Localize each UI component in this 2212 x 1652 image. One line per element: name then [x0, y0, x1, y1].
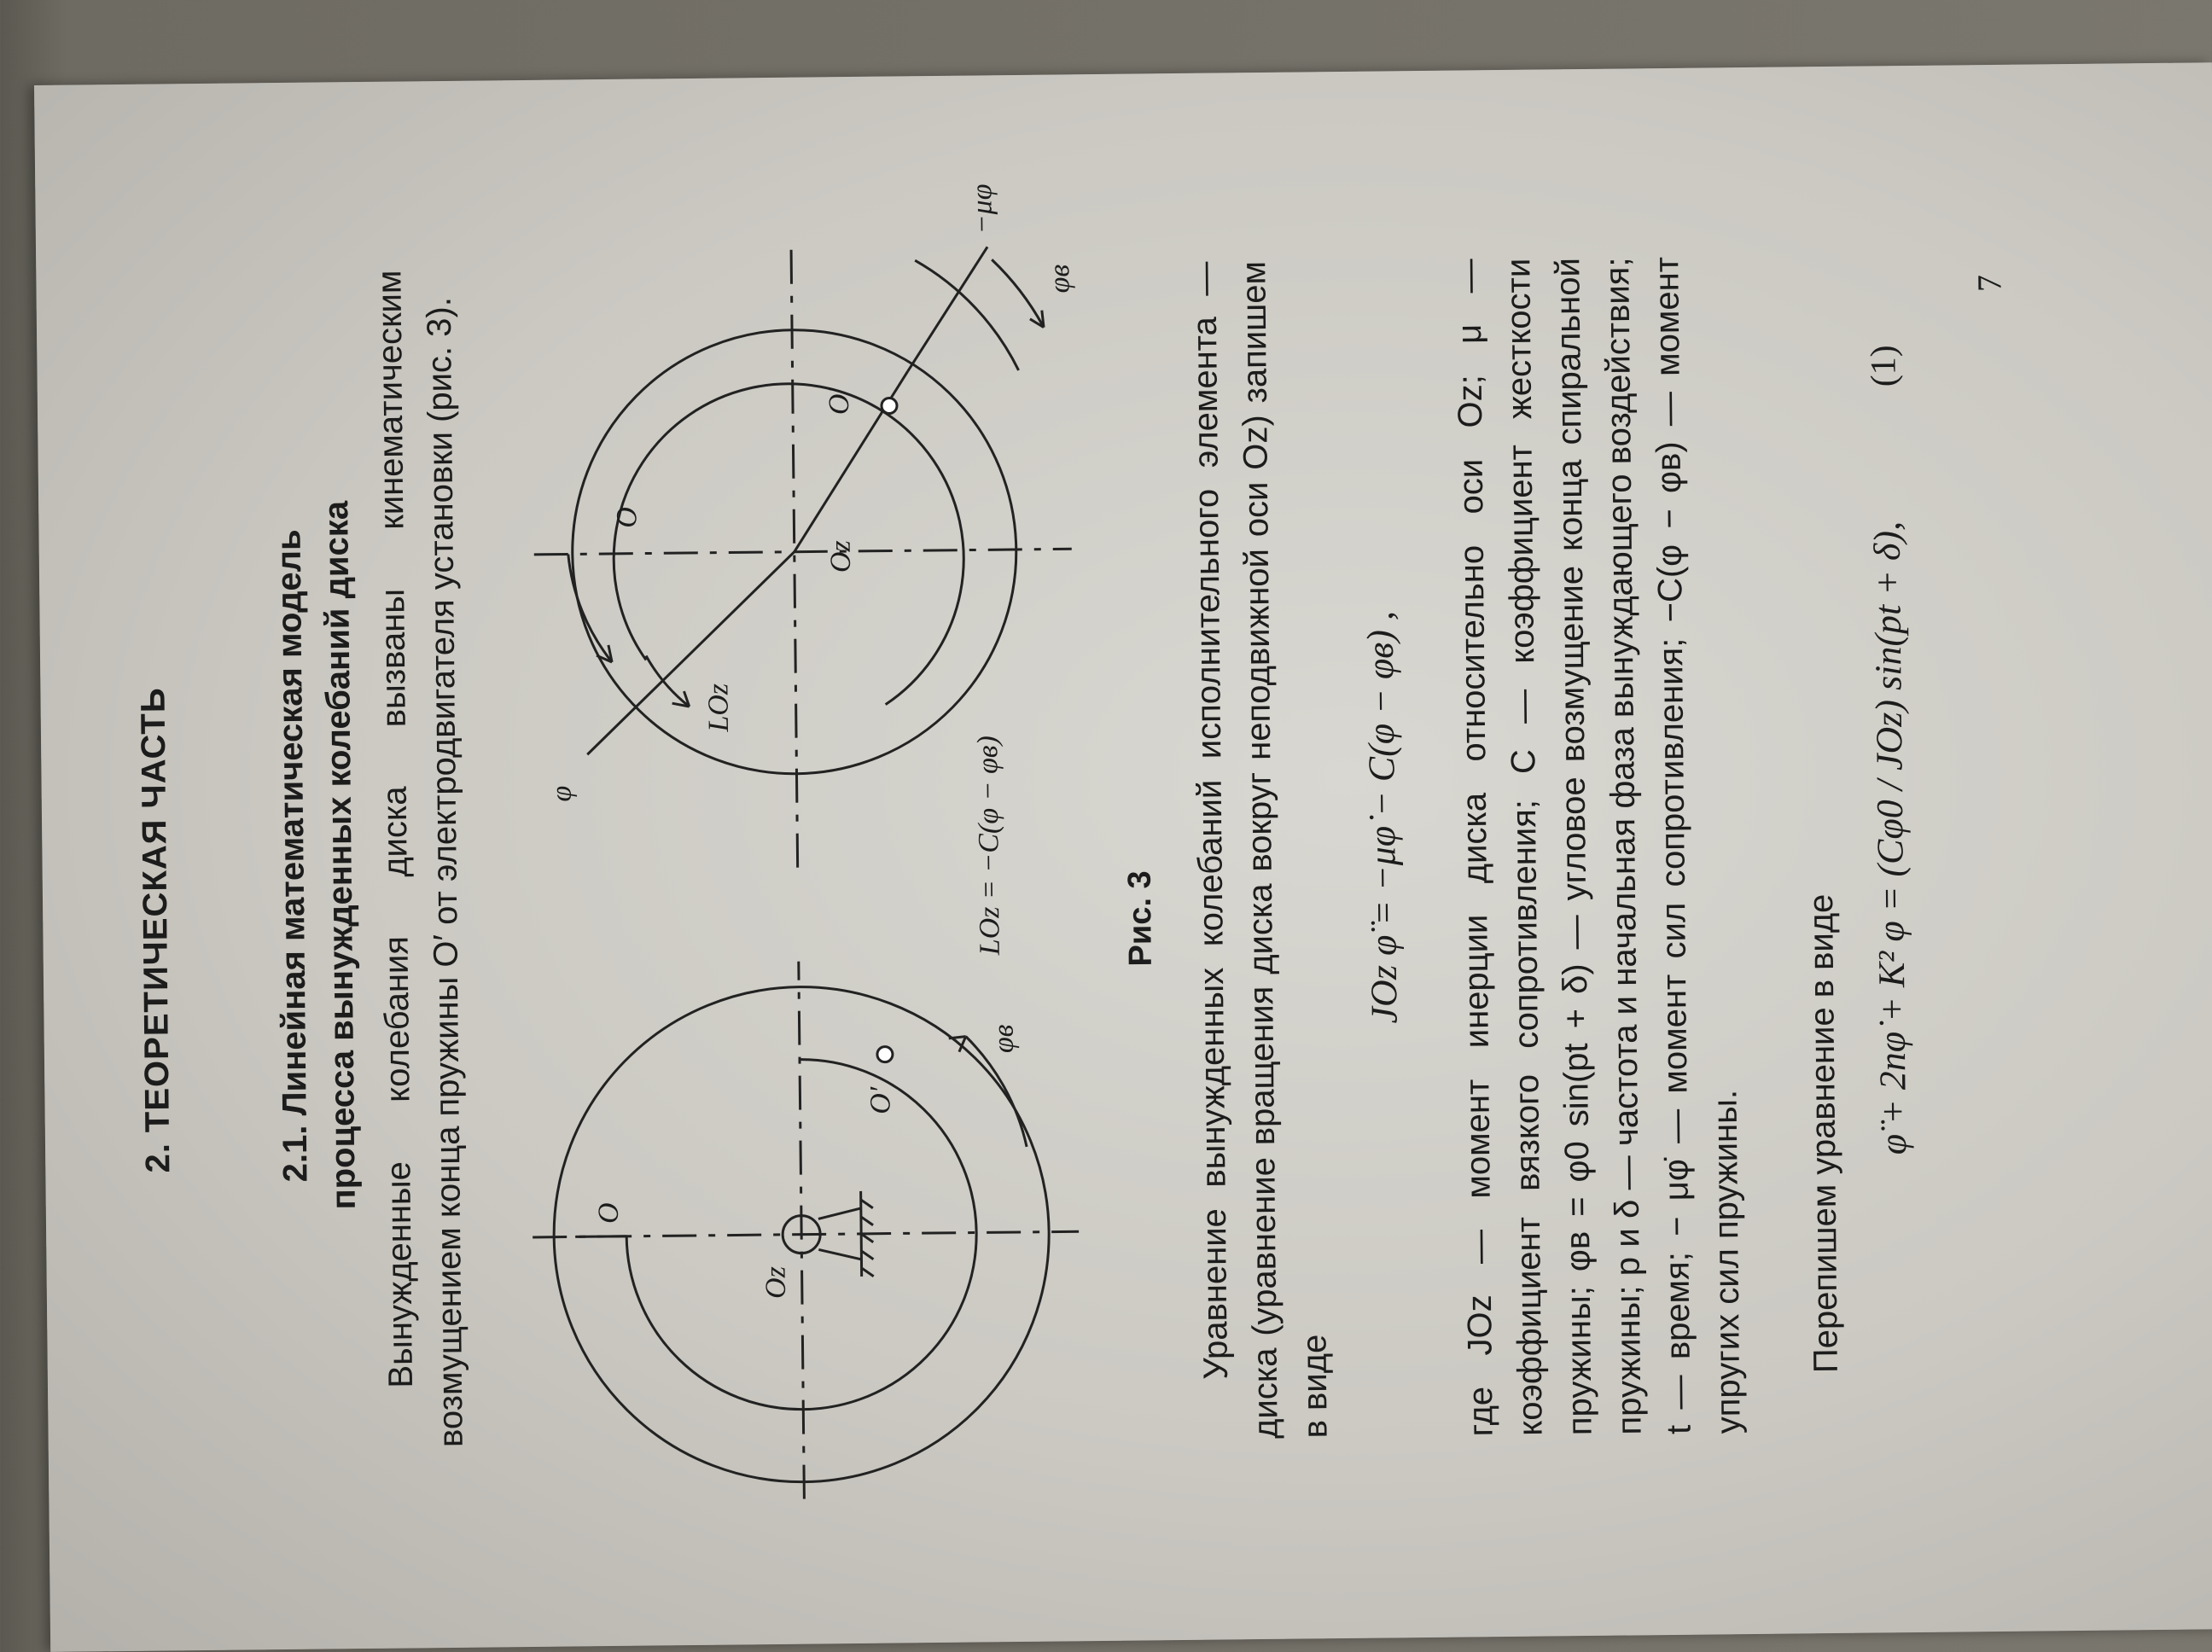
paragraph-3	[1444, 256, 1753, 1437]
equation-1: JOz φ̈ = −μφ̇ − C(φ − φв) ,	[1359, 610, 1406, 1024]
subsection-title-line2: процесса вынужденных колебаний диска	[317, 500, 363, 1210]
left-Oz-label: Oz	[760, 1265, 792, 1300]
right-oprime-point	[882, 398, 897, 413]
paragraph-2	[1179, 260, 1340, 1440]
right-mu-arc	[992, 259, 1044, 329]
left-spring-end	[575, 1236, 626, 1237]
page-sheet	[34, 62, 2212, 1652]
equation-2: φ̈ + 2nφ̇ + K² φ = (Cφ0 / JOz) sin(pt + δ),	[1866, 521, 1915, 1155]
section-title: 2. ТЕОРЕТИЧЕСКАЯ ЧАСТЬ	[134, 687, 178, 1173]
right-phiv-arc	[915, 259, 1018, 371]
right-phi-label: φ	[545, 785, 578, 802]
right-Oz-label: Oz	[824, 540, 858, 573]
equation-2-number: (1)	[1864, 345, 1904, 387]
paragraph-4	[1790, 255, 1851, 1434]
right-phiv-label: φв	[1044, 264, 1076, 294]
left-phiv-label: φв	[987, 1024, 1020, 1054]
page-number: 7	[1970, 274, 2009, 293]
right-Oprime-label: O′	[823, 387, 856, 416]
rotated-content	[34, 62, 2212, 1652]
right-L-arc	[646, 655, 690, 707]
right-spring-arc	[612, 382, 965, 707]
right-phi-line	[585, 552, 796, 755]
right-O-label: O	[611, 506, 643, 528]
paragraph-4-text: Перепишем уравнение в виде	[1802, 893, 1845, 1374]
right-phi-arc	[568, 554, 612, 663]
paragraph-3-text: где JOz — момент инерции диска относительно оси Oz; μ — коэффициент вязкого сопротивления; C — коэффициент жесткости пружины; φв = φ0 sin(pt + δ) — угловое возмущение конца спиральной пружины; p и δ — частота и начальная фаза вынуждающего воздействия; t — время; − μφ̇ — момент сил сопротивления; −C(φ − φв) — момент упругих сил пружины.	[1450, 256, 1748, 1437]
left-O-label: O	[592, 1202, 626, 1224]
mu-phi-label: −μφ̇	[966, 183, 998, 235]
moment-equation-label: LOz = −C(φ − φв)	[972, 735, 1006, 956]
figure-3	[513, 182, 1124, 1519]
figure-caption: Рис. 3	[1121, 870, 1159, 967]
intro-paragraph-text: Вынужденные колебания диска вызваны кинематическим возмущением конца пружины O′ от электродвигателя установки (рис. 3).	[370, 270, 470, 1448]
left-phiv-arrow	[949, 1037, 966, 1052]
subsection-title-line1: 2.1. Линейная математическая модель	[270, 529, 315, 1183]
left-oprime-point	[877, 1047, 893, 1062]
subsection-title	[264, 386, 370, 1325]
left-horizontal-axis	[799, 962, 805, 1499]
left-Oprime-label: O′	[864, 1086, 897, 1114]
paragraph-2-text: Уравнение вынужденных колебаний исполнительного элемента — диска (уравнение вращения диска вокруг неподвижной оси Oz) запишем в виде	[1185, 260, 1335, 1440]
intro-paragraph	[364, 270, 475, 1448]
right-L-label: LOz	[702, 683, 735, 732]
